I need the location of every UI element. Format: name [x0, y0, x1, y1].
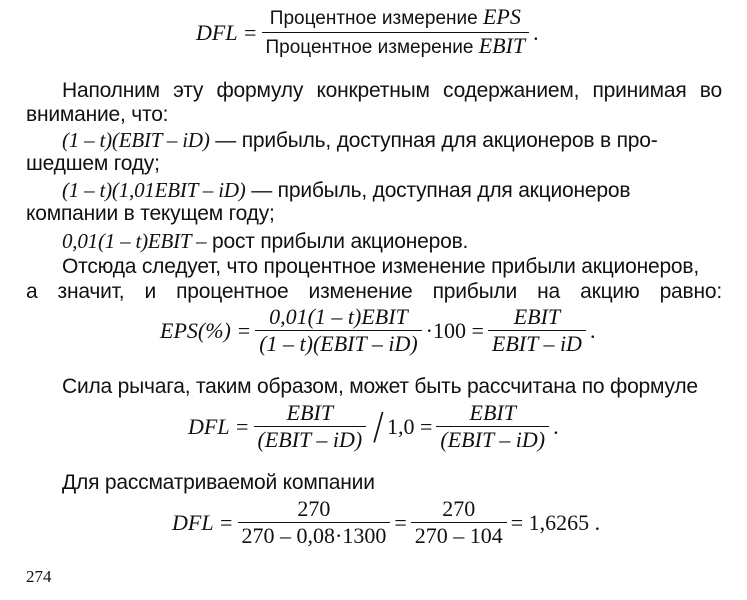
fraction-denominator: (EBIT – iD)	[440, 427, 546, 452]
formula-lhs: EPS(%) =	[160, 317, 252, 343]
text-line: Сила рычага, таким образом, может быть рассчитана по формуле	[62, 375, 698, 398]
fraction-numerator: EBIT	[286, 400, 334, 425]
text-line: шедшем году;	[26, 152, 160, 175]
fraction-denominator: 270 – 104	[414, 523, 503, 548]
fraction	[254, 400, 367, 453]
fraction-numerator: Процентное измерение EPS	[269, 4, 521, 29]
fraction-denominator: (EBIT – iD)	[257, 427, 363, 452]
formula-multiplier: ·100 =	[425, 317, 484, 343]
formula-end: .	[589, 317, 596, 343]
division-slash: /	[373, 400, 384, 452]
text-line: Наполним эту формулу конкретным содержанием, принимая во	[62, 79, 722, 102]
fraction-denominator: Процентное измерение EBIT	[265, 33, 526, 58]
fraction-numerator: 270	[442, 496, 476, 521]
page-number: 274	[26, 567, 52, 586]
fraction	[255, 304, 421, 357]
formula-lhs: DFL =	[196, 19, 258, 45]
formula-lhs: DFL =	[172, 509, 234, 535]
formula-eps-percent	[160, 304, 595, 357]
formula-dfl-definition	[196, 4, 539, 61]
fraction	[436, 400, 549, 453]
formula-middle: 1,0 =	[387, 413, 433, 439]
formula-dfl-computed	[172, 496, 600, 549]
fraction-denominator: EBIT – iD	[491, 331, 582, 356]
fraction-denominator: 270 – 0,08·1300	[241, 523, 387, 548]
text-line: Отсюда следует, что процентное изменение прибыли акционеров,	[62, 255, 699, 278]
text-line: Для рассматриваемой компании	[62, 471, 375, 494]
list-item: 0,01(1 – t)EBIT – рост прибыли акционеров.	[62, 229, 469, 253]
formula-result: = 1,6265 .	[510, 509, 601, 535]
list-item: (1 – t)(1,01EBIT – iD) — прибыль, доступная для акционеров	[62, 178, 631, 202]
formula-end: .	[533, 19, 539, 45]
equals-sign: =	[394, 509, 407, 535]
text-line: внимание, что:	[26, 103, 169, 126]
text-line: компании в текущем году;	[26, 202, 275, 225]
formula-lhs: DFL =	[188, 413, 250, 439]
fraction	[411, 496, 507, 549]
formula-dfl	[188, 400, 559, 453]
fraction	[238, 496, 391, 549]
list-item: (1 – t)(EBIT – iD) — прибыль, доступная для акционеров в про-	[62, 128, 658, 152]
fraction	[488, 304, 586, 357]
fraction-numerator: 270	[297, 496, 331, 521]
fraction-numerator: EBIT	[513, 304, 561, 329]
text-line: а значит, и процентное изменение прибыли на акцию равно:	[26, 280, 722, 303]
fraction-denominator: (1 – t)(EBIT – iD)	[259, 331, 418, 356]
formula-end: .	[553, 413, 559, 439]
fraction	[262, 4, 530, 61]
fraction-numerator: EBIT	[469, 400, 516, 425]
fraction-numerator: 0,01(1 – t)EBIT	[269, 304, 408, 329]
